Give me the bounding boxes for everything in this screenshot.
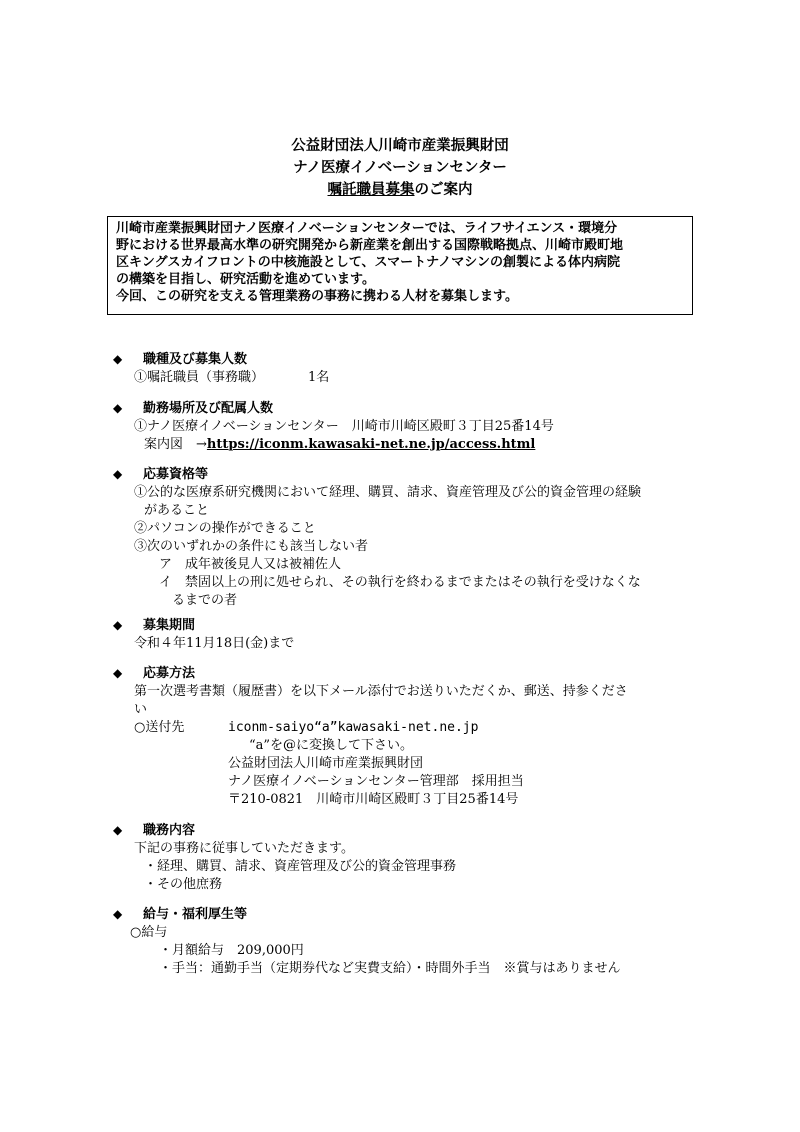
method-text-cont: い — [134, 702, 148, 717]
document-title — [0, 178, 800, 199]
qualification-item: ③次のいずれかの条件にも該当しない者 — [134, 539, 369, 554]
map-line: 案内図 →https://iconm.kawasaki-net.ne.jp/access.html — [144, 437, 536, 452]
email-address[interactable]: iconm-saiyo“a”kawasaki-net.ne.jp — [228, 720, 479, 735]
section-heading: ◆ 職種及び募集人数 — [113, 349, 329, 369]
section-heading: ◆ 応募資格等 — [113, 464, 641, 484]
intro-line: の構築を目指し、研究活動を進めています。 — [116, 272, 375, 287]
diamond-bullet-icon: ◆ — [113, 618, 123, 632]
section-heading: ◆ 職務内容 — [113, 820, 456, 840]
qualification-item: ①公的な医療系研究機関において経理、購買、請求、資産管理及び公的資金管理の経験 — [134, 485, 642, 500]
section-heading: ◆ 応募方法 — [113, 663, 628, 683]
duty-item: ・その他庶務 — [144, 877, 223, 892]
diamond-bullet-icon: ◆ — [113, 467, 123, 481]
qualification-subitem: ア 成年被後見人又は被補佐人 — [159, 557, 342, 572]
duty-item: ・経理、購買、請求、資産管理及び公的資金管理事務 — [144, 859, 457, 874]
salary-monthly: ・月額給与 209,000円 — [159, 943, 304, 958]
duties-intro: 下記の事務に従事していただきます。 — [134, 841, 354, 856]
intro-line: 川崎市産業振興財団ナノ医療イノベーションセンターでは、ライフサイエンス・環境分 — [116, 221, 618, 236]
location-address: ①ナノ医療イノベーションセンター 川崎市川崎区殿町３丁目25番14号 — [134, 419, 554, 434]
diamond-bullet-icon: ◆ — [113, 352, 123, 366]
access-map-link[interactable]: https://iconm.kawasaki-net.ne.jp/access.html — [206, 437, 536, 452]
document-title-underlined: 嘱託職員募集 — [327, 182, 415, 198]
diamond-bullet-icon: ◆ — [113, 907, 123, 921]
document-title-rest: のご案内 — [414, 182, 473, 198]
job-count: 1名 — [308, 370, 330, 385]
center-title: ナノ医療イノベーションセンター — [293, 160, 507, 176]
recipient-dept: ナノ医療イノベーションセンター管理部 採用担当 — [228, 774, 524, 789]
section-duties — [113, 820, 456, 894]
qualification-item: ②パソコンの操作ができること — [134, 521, 316, 536]
send-to-line: ○送付先 iconm-saiyo“a”kawasaki-net.ne.jp — [134, 720, 479, 735]
period-text: 令和４年11月18日(金)まで — [134, 636, 295, 651]
salary-subheading: ○給与 — [130, 925, 168, 940]
qualification-subitem-cont: るまでの者 — [172, 593, 238, 608]
section-method — [113, 663, 628, 809]
section-heading: ◆ 勤務場所及び配属人数 — [113, 398, 554, 418]
intro-box — [107, 216, 693, 315]
recipient-address: 〒210-0821 川崎市川崎区殿町３丁目25番14号 — [228, 792, 519, 807]
job-line: ①嘱託職員（事務職） 1名 — [134, 370, 330, 385]
section-heading: ◆ 募集期間 — [113, 615, 294, 635]
section-location — [113, 398, 554, 454]
organization-title: 公益財団法人川崎市産業振興財団 — [291, 138, 509, 154]
section-heading: ◆ 給与・福利厚生等 — [113, 904, 621, 924]
email-note: “a”を@に変換して下さい。 — [249, 738, 414, 753]
intro-line: 今回、この研究を支える管理業務の事務に携わる人材を募集します。 — [116, 289, 518, 304]
section-period — [113, 615, 294, 653]
diamond-bullet-icon: ◆ — [113, 666, 123, 680]
intro-line: 野における世界最高水準の研究開発から新産業を創出する国際戦略拠点、川崎市殿町地 — [116, 238, 624, 253]
section-salary — [113, 904, 621, 978]
method-text: 第一次選考書類（履歴書）を以下メール添付でお送りいただくか、郵送、持参くださ — [134, 684, 628, 699]
recipient-org: 公益財団法人川崎市産業振興財団 — [228, 756, 424, 771]
section-job — [113, 349, 329, 387]
salary-allowance: ・手当：通勤手当（定期券代など実費支給）・時間外手当 ※賞与はありません — [159, 961, 621, 976]
qualification-subitem: イ 禁固以上の刑に処せられ、その執行を終わるまでまたはその執行を受けなくな — [159, 575, 641, 590]
qualification-item-cont: があること — [144, 503, 210, 518]
section-qualifications — [113, 464, 641, 610]
diamond-bullet-icon: ◆ — [113, 823, 123, 837]
diamond-bullet-icon: ◆ — [113, 401, 123, 415]
intro-line: 区キングスカイフロントの中核施設として、スマートナノマシンの創製による体内病院 — [116, 255, 620, 270]
